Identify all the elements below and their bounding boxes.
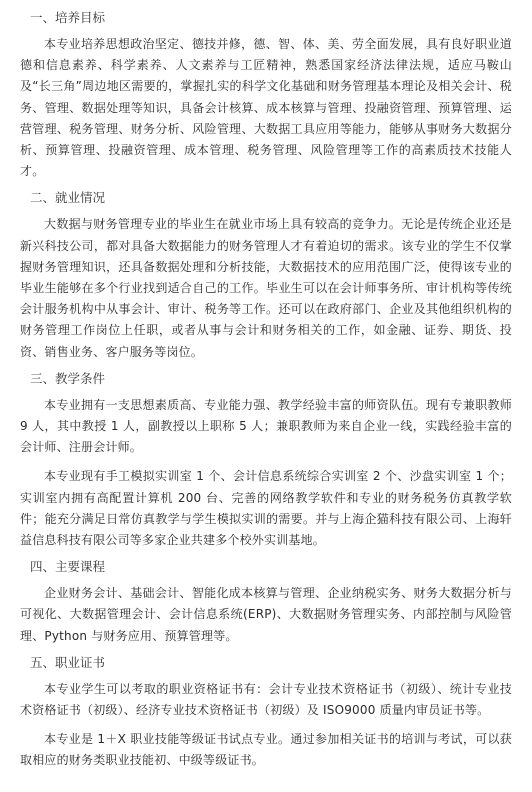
paragraph: 本专业培养思想政治坚定、德技并修，德、智、体、美、劳全面发展，具有良好职业道德和信息素养、科学素养、人文素养与工匠精神，熟悉国家经济法律法规，适应马鞍山及“长三角”周边地区需要的，掌握扎实的科学文化基础和财务管理基本理论及相关会计、税务、管理、数据处理等知识，具备会计核算、成本核算与管理、投融资管理、预算管理、运营管理、税务管理、财务分析、风险管理、大数据工具应用等能力，能够从事财务大数据分析、预算管理、投融资管理、成本管理、税务管理、风险管理等工作的高素质技术技能人才。 — [20, 37, 512, 179]
paragraph: 本专业是 1＋X 职业技能等级证书试点专业。通过参加相关证书的培训与考试，可以获取相应的财务类职业技能初、中级等级证书。 — [20, 732, 512, 768]
section-heading: 一、培养目标 — [30, 10, 106, 25]
section-heading: 五、职业证书 — [30, 654, 106, 670]
paragraph: 企业财务会计、基础会计、智能化成本核算与管理、企业纳税实务、财务大数据分析与可视化、大数据管理会计、会计信息系统(ERP)、大数据财务管理实务、内部控制与风险管理、Python 与财务应用、预算管理等。 — [20, 586, 512, 643]
section-teaching-conditions — [20, 371, 512, 551]
section-main-courses — [20, 559, 512, 647]
paragraph: 大数据与财务管理专业的毕业生在就业市场上具有较高的竞争力。无论是传统企业还是新兴科技公司，都对具备大数据能力的财务管理人才有着迫切的需求。该专业的学生不仅掌握财务管理知识，还具备数据处理和分析技能，大数据技术的应用范围广泛，使得该专业的毕业生能够在多个行业找到适合自己的工作。毕业生可以在会计师事务所、审计机构等传统会计服务机构中从事会计、审计、税务等工作。还可以在政府部门、企业及其他组织机构的财务管理工作岗位上任职，或者从事与会计和财务相关的工作，如金融、证券、期货、投资、销售业务、客户服务等岗位。 — [20, 217, 512, 359]
section-heading: 四、主要课程 — [30, 559, 106, 575]
paragraph: 本专业学生可以考取的职业资格证书有：会计专业技术资格证书（初级）、统计专业技术资格证书（初级）、经济专业技术资格证书（初级）及 ISO9000 质量内审员证书等。 — [20, 681, 512, 718]
section-heading: 二、就业情况 — [30, 190, 106, 206]
section-employment — [20, 190, 512, 362]
paragraph: 本专业拥有一支思想素质高、专业能力强、教学经验丰富的师资队伍。现有专兼职教师 9 人，其中教授 1 人，副教授以上职称 5 人；兼职教师为来自企业一线，实践经验丰富的会计师、注册会计师。 — [20, 397, 512, 455]
section-training-goals — [20, 10, 512, 182]
section-heading: 三、教学条件 — [30, 370, 106, 386]
paragraph: 本专业现有手工模拟实训室 1 个、会计信息系统综合实训室 2 个、沙盘实训室 1 个；实训室内拥有高配置计算机 200 台、完善的网络教学软件和专业的财务税务仿真教学软件；能充分满足日常仿真教学与学生模拟实训的需要。并与上海企猫科技有限公司、上海轩益信息科技有限公司等多家企业共建多个校外实训基地。 — [20, 469, 512, 548]
section-certificates — [20, 655, 512, 772]
